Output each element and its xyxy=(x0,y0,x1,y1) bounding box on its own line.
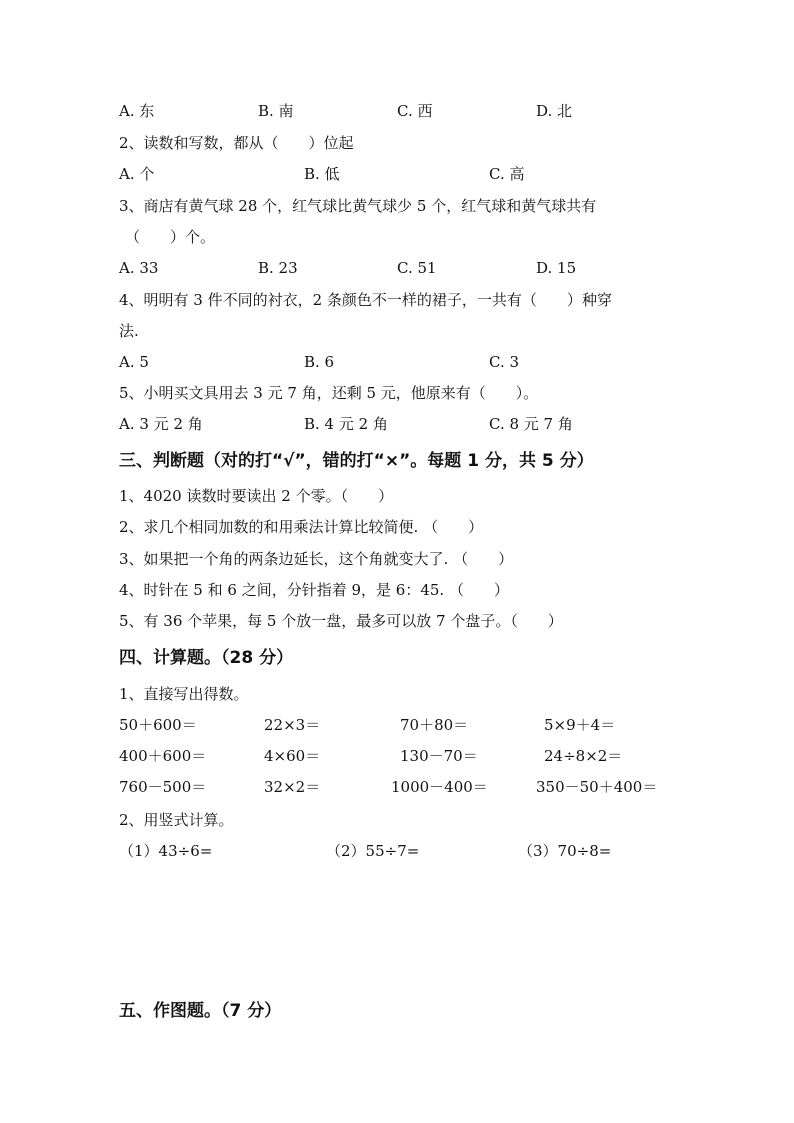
oral-calc-r2c2: 4×60＝ xyxy=(264,747,321,765)
q3-option-a: A. 33 xyxy=(119,259,159,277)
q2-option-b: B. 低 xyxy=(304,165,340,183)
q1-option-d: D. 北 xyxy=(536,102,573,120)
q3-stem-line2: （ ）个。 xyxy=(125,228,216,246)
q4-option-b: B. 6 xyxy=(304,353,335,371)
oral-calc-r3c4: 350－50＋400＝ xyxy=(536,778,658,796)
q5-option-c: C. 8 元 7 角 xyxy=(489,415,573,433)
q4-option-a: A. 5 xyxy=(119,353,149,371)
q5-option-a: A. 3 元 2 角 xyxy=(119,415,203,433)
q4-stem-line2: 法. xyxy=(119,322,139,340)
q1-option-c: C. 西 xyxy=(397,102,433,120)
section5-heading: 五、作图题。（7 分） xyxy=(119,1001,282,1021)
q4-option-c: C. 3 xyxy=(489,353,520,371)
calc-sub2-label: 2、用竖式计算。 xyxy=(119,811,234,829)
oral-calc-r2c4: 24÷8×2＝ xyxy=(544,747,623,765)
vertical-calc-1: （1）43÷6= xyxy=(119,842,213,860)
section3-heading: 三、判断题（对的打“√”，错的打“×”。每题 1 分，共 5 分） xyxy=(119,451,594,471)
q2-option-a: A. 个 xyxy=(119,165,155,183)
oral-calc-r3c2: 32×2＝ xyxy=(264,778,321,796)
oral-calc-r3c3: 1000－400＝ xyxy=(391,778,488,796)
q3-option-b: B. 23 xyxy=(258,259,298,277)
oral-calc-r1c1: 50＋600＝ xyxy=(119,716,197,734)
q3-stem-line1: 3、商店有黄气球 28 个，红气球比黄气球少 5 个，红气球和黄气球共有 xyxy=(119,197,597,215)
judge-item-1: 1、4020 读数时要读出 2 个零。（ ） xyxy=(119,487,394,505)
oral-calc-r1c2: 22×3＝ xyxy=(264,716,321,734)
vertical-calc-3: （3）70÷8= xyxy=(518,842,612,860)
oral-calc-r2c1: 400＋600＝ xyxy=(119,747,207,765)
vertical-calc-2: （2）55÷7= xyxy=(326,842,420,860)
q5-stem: 5、小明买文具用去 3 元 7 角，还剩 5 元，他原来有（ ）。 xyxy=(119,384,539,402)
calc-sub1-label: 1、直接写出得数。 xyxy=(119,685,249,703)
oral-calc-r3c1: 760－500＝ xyxy=(119,778,207,796)
judge-item-5: 5、有 36 个苹果，每 5 个放一盘，最多可以放 7 个盘子。（ ） xyxy=(119,612,563,630)
q1-option-a: A. 东 xyxy=(119,102,155,120)
q1-option-b: B. 南 xyxy=(258,102,294,120)
q2-option-c: C. 高 xyxy=(489,165,525,183)
q2-stem: 2、读数和写数，都从（ ）位起 xyxy=(119,134,354,152)
section4-heading: 四、计算题。（28 分） xyxy=(119,648,294,668)
oral-calc-r1c3: 70＋80＝ xyxy=(400,716,469,734)
q4-stem-line1: 4、明明有 3 件不同的衬衣，2 条颜色不一样的裙子，一共有（ ）种穿 xyxy=(119,291,612,309)
oral-calc-r1c4: 5×9＋4＝ xyxy=(544,716,616,734)
judge-item-3: 3、如果把一个角的两条边延长，这个角就变大了. （ ） xyxy=(119,550,514,568)
q5-option-b: B. 4 元 2 角 xyxy=(304,415,388,433)
oral-calc-r2c3: 130－70＝ xyxy=(400,747,478,765)
q3-option-d: D. 15 xyxy=(536,259,577,277)
judge-item-2: 2、求几个相同加数的和用乘法计算比较简便. （ ） xyxy=(119,518,484,536)
judge-item-4: 4、时针在 5 和 6 之间，分针指着 9，是 6：45. （ ） xyxy=(119,581,509,599)
q3-option-c: C. 51 xyxy=(397,259,437,277)
